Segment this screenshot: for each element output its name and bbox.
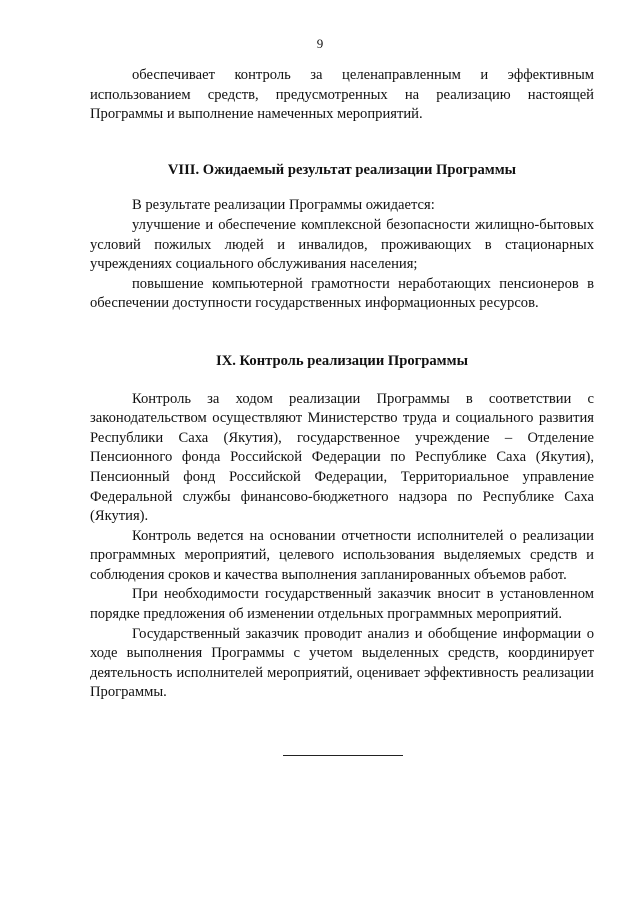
section-8-heading: VIII. Ожидаемый результат реализации Программы xyxy=(167,161,517,178)
document-body xyxy=(90,66,594,703)
section-8-paragraph: повышение компьютерной грамотности неработающих пенсионеров в обеспечении доступности государственных информационных ресурсов. xyxy=(90,275,594,312)
section-9-paragraph: Государственный заказчик проводит анализ и обобщение информации о ходе выполнения Программы с учетом выделенных средств, координирует деятельность исполнителей мероприятий, оценивает эффективность реализации Программы. xyxy=(90,625,594,701)
section-9-paragraph: Контроль ведется на основании отчетности исполнителей о реализации программных мероприятий, целевого использования выделяемых средств и соблюдения сроков и качества выполнения запланированных объемов работ. xyxy=(90,527,594,583)
section-8-paragraph: В результате реализации Программы ожидается: xyxy=(132,197,435,214)
section-9-paragraph: При необходимости государственный заказчик вносит в установленном порядке предложения об изменении отдельных программных мероприятий. xyxy=(90,586,594,623)
end-of-document-rule xyxy=(283,755,403,756)
section-9-paragraph: Контроль за ходом реализации Программы в соответствии с законодательством осуществляют Министерство труда и социального развития Республики Саха (Якутия), государственное учреждение – Отделение Пенсионного фонда Российской Федерации по Республике Саха (Якутия), Пенсионный фонд Российской Федерации, Территориальное управление Федеральной службы финансово-бюджетного надзора по Республике Саха (Якутия). xyxy=(90,390,594,525)
section-8-paragraph: улучшение и обеспечение комплексной безопасности жилищно-бытовых условий пожилых людей и инвалидов, проживающих в стационарных учреждениях социального обслуживания населения; xyxy=(90,216,594,273)
page-number: 9 xyxy=(316,36,324,51)
intro-paragraph: обеспечивает контроль за целенаправленным и эффективным использованием средств, предусмотренных на реализацию настоящей Программы и выполнение намеченных мероприятий. xyxy=(90,67,594,123)
section-9-heading: IX. Контроль реализации Программы xyxy=(216,352,468,369)
